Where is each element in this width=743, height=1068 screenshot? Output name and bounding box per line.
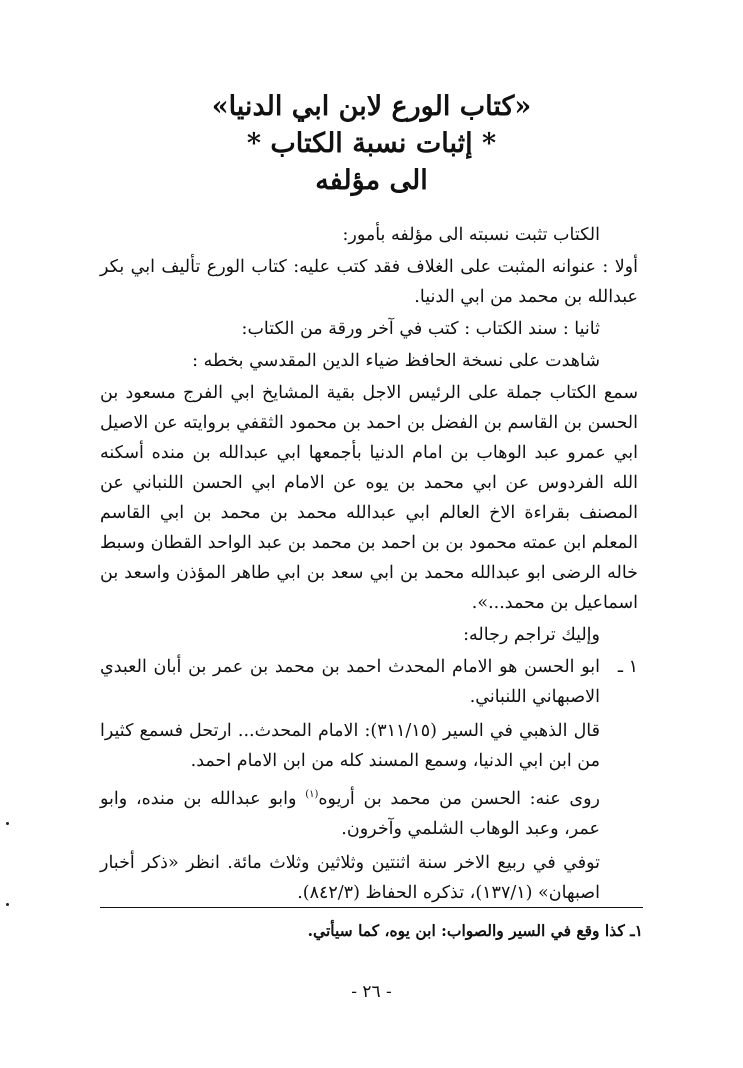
second-proof-paragraph: ثانيا : سند الكتاب : كتب في آخر ورقة من الكتاب:	[241, 319, 600, 339]
dhahabi-quote: قال الذهبي في السير (٣١١/١٥): الامام المحدث... ارتحل فسمع كثيرا من ابن ابي الدنيا، وسمع المسند كله من ابن الامام احمد.	[100, 721, 600, 771]
death-paragraph: توفي في ربيع الاخر سنة اثنتين وثلاثين وثلاث مائة. انظر «ذكر أخبار اصبهان» (١٣٧/١)، تذكره الحفاظ (٨٤٢/٣).	[100, 852, 600, 903]
narrator-entry	[100, 652, 638, 712]
scan-mark	[6, 903, 9, 906]
footnote-reference: (١)	[305, 789, 319, 800]
main-text	[100, 220, 638, 912]
intro-paragraph: الكتاب تثبت نسبته الى مؤلفه بأمور:	[342, 225, 600, 245]
title-block	[100, 88, 643, 199]
narrators-intro: وإليك تراجم رجاله:	[463, 625, 600, 645]
section-subheading: الى مؤلفه	[315, 165, 428, 196]
book-title: «كتاب الورع لابن ابي الدنيا»	[211, 91, 532, 122]
entry-number: ١ ـ	[617, 657, 638, 677]
scan-mark	[6, 822, 9, 825]
narrated-after-text: وابو عبدالله بن منده، وابو عمر، وعبد الوهاب الشلمي وآخرون.	[100, 788, 600, 839]
page-number: - ٢٦ -	[351, 982, 392, 1002]
narrated-from-paragraph	[100, 780, 638, 844]
chain-of-narration-paragraph: سمع الكتاب جملة على الرئيس الاجل بقية المشايخ ابي الفرج مسعود بن الحسن بن القاسم بن الفضل بن احمد بن محمود الثقفي بروايته عن الاصيل ابي عمرو عبد الوهاب بن امام الدنيا بأجمعها ابي عبدالله بن منده أسكنه الله الفردوس عن ابي محمد بن يوه عن الامام ابي الحسن اللنباني عن المصنف بقراءة الاخ العالم ابي عبدالله محمد بن محمد بن ابي القاسم المعلم ابن عمته محمود بن بن احمد بن محمد بن عبد الواحد القطان وسبط خاله الرضى ابو عبدالله محمد بن ابي سعد بن ابي طاهر المؤذن واسعد بن اسماعيل بن محمد...».	[100, 383, 638, 613]
narrated-before-text: روى عنه: الحسن من محمد بن أريوه	[318, 788, 601, 809]
narrator-name: ابو الحسن هو الامام المحدث احمد بن محمد بن عمر بن أبان العبدي الاصبهاني اللنباني.	[100, 657, 600, 707]
footnote-divider	[100, 907, 643, 908]
section-heading: * إثبات نسبة الكتاب *	[246, 128, 497, 159]
footnote: ١ـ كذا وقع في السير والصواب: ابن يوه، كما سيأتي.	[307, 921, 643, 940]
witness-paragraph: شاهدت على نسخة الحافظ ضياء الدين المقدسي بخطه :	[192, 351, 600, 371]
first-proof-paragraph: أولا : عنوانه المثبت على الغلاف فقد كتب عليه: كتاب الورع تأليف ابي بكر عبدالله بن محمد من ابي الدنيا.	[100, 257, 638, 307]
